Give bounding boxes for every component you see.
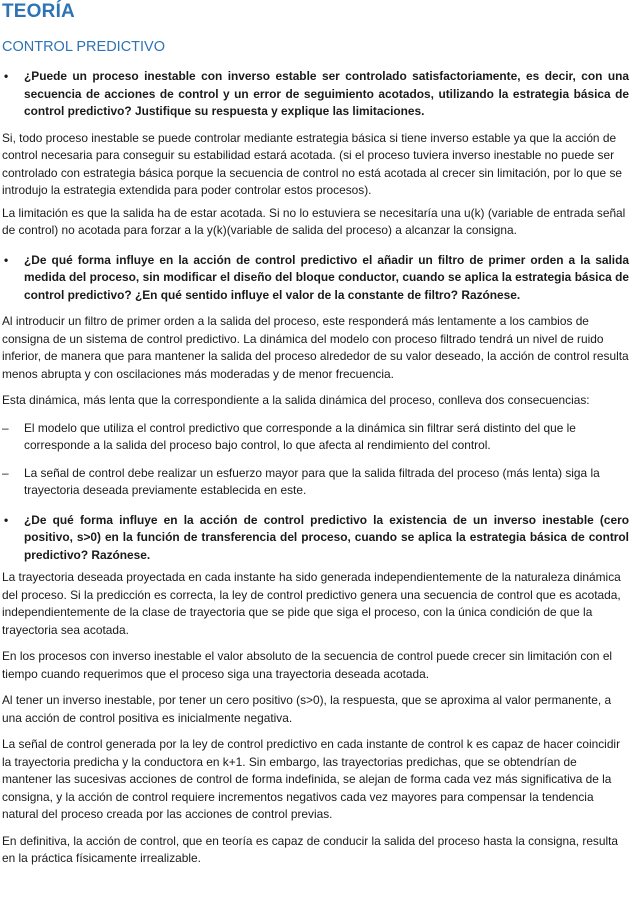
document-title: TEORÍA xyxy=(2,1,75,22)
answer-2-dash-item-2 xyxy=(2,465,629,500)
dash-item-1-text: El modelo que utiliza el control predictivo que corresponde a la dinámica sin filtrar será distinto del que le corresponde a la salida del proceso bajo control, lo que afecta al rendimiento del control. xyxy=(24,420,576,452)
question-1-text: ¿Puede un proceso inestable con inverso estable ser controlado satisfactoriamente, es decir, con una secuencia de acciones de control y un error de seguimiento acotados, utilizando la estrategia básica de control predictivo? Justifique su respuesta y explique las limitaciones. xyxy=(24,69,629,118)
answer-2-dash-item-1 xyxy=(2,420,629,455)
question-3-text: ¿De qué forma influye en la acción de control predictivo la existencia de un inverso inestable (cero positivo, s>0) en la función de transferencia del proceso, cuando se aplica la estrategia básica de control predictivo? Razónese. xyxy=(24,512,629,562)
bullet-icon: • xyxy=(4,512,9,527)
dash-item-2-text: La señal de control debe realizar un esfuerzo mayor para que la salida filtrada del proceso (más lenta) siga la trayectoria deseada previamente establecida en este. xyxy=(24,465,600,497)
dash-icon: – xyxy=(2,420,9,435)
answer-3-paragraph-1: La trayectoria deseada proyectada en cada instante ha sido generada independientemente de la naturaleza dinámica del proceso. Si la predicción es correcta, la ley de control predictivo genera una secuencia de control que es acotada, independientemente de la clase de trayectoria que se pide que siga el proceso, con la única condición de que la trayectoria sea acotada. xyxy=(2,570,621,637)
answer-3-paragraph-4: La señal de control generada por la ley de control predictivo en cada instante de control k es capaz de hacer coincidir la trayectoria predicha y la conductora en k+1. Sin embargo, las trayectorias predichas, que se obtendrían de mantener las sucesivas acciones de control de forma indefinida, se alejan de forma cada vez más significativa de la consigna, y la acción de control requiere incrementos negativos cada vez mayores para compensar la tendencia natural del proceso creada por las acciones de control previas. xyxy=(2,737,621,821)
answer-1-paragraph-2: La limitación es que la salida ha de estar acotada. Si no lo estuviera se necesitaría una u(k) (variable de entrada señal de control) no acotada para forzar a la y(k)(variable de salida del proceso) a alcanzar la consigna. xyxy=(2,205,626,237)
answer-2-paragraph-2: Esta dinámica, más lenta que la correspondiente a la salida dinámica del proceso, conlleva dos consecuencias: xyxy=(2,393,590,407)
answer-3-paragraph-2: En los procesos con inverso inestable el valor absoluto de la secuencia de control puede crecer sin limitación con el tiempo cuando requerimos que el proceso siga una trayectoria deseada acotada. xyxy=(2,649,613,681)
question-3 xyxy=(2,512,629,565)
answer-3-paragraph-3: Al tener un inverso inestable, por tener un cero positivo (s>0), la respuesta, que se aproxima al valor permanente, a una acción de control positiva es inicialmente negativa. xyxy=(2,693,612,725)
bullet-icon: • xyxy=(4,252,9,267)
section-heading: CONTROL PREDICTIVO xyxy=(2,39,166,55)
question-2-text: ¿De qué forma influye en la acción de control predictivo el añadir un filtro de primer orden a la salida medida del proceso, sin modificar el diseño del bloque conductor, cuando se aplica la estrategia básica de control predictivo? ¿En qué sentido influye el valor de la constante de filtro? Razónese. xyxy=(24,252,629,302)
question-2 xyxy=(2,252,629,305)
answer-1-paragraph-1: Si, todo proceso inestable se puede controlar mediante estrategia básica si tiene inverso estable ya que la acción de control necesaria para conseguir su estabilidad estará acotada. (si el proceso tuviera inverso inestable no puede ser controlado con estrategia básica porque la secuencia de control no está acotada al crecer sin limitación, por lo que se introdujo la estrategia extendida para poder controlar estos procesos). xyxy=(2,130,623,197)
answer-3-paragraph-5: En definitiva, la acción de control, que en teoría es capaz de conducir la salida del proceso hasta la consigna, resulta en la práctica físicamente irrealizable. xyxy=(2,833,619,865)
bullet-icon: • xyxy=(4,69,9,83)
answer-2-paragraph-1: Al introducir un filtro de primer orden a la salida del proceso, este responderá más lentamente a los cambios de consigna de un sistema de control predictivo. La dinámica del modelo con proceso filtrado tendrá un nivel de ruido inferior, de manera que para mantener la salida del proceso alrededor de su valor deseado, la acción de control resulta menos abrupta y con oscilaciones más moderadas y de menor frecuencia. xyxy=(2,314,629,381)
dash-icon: – xyxy=(2,465,9,480)
question-1 xyxy=(2,68,629,121)
